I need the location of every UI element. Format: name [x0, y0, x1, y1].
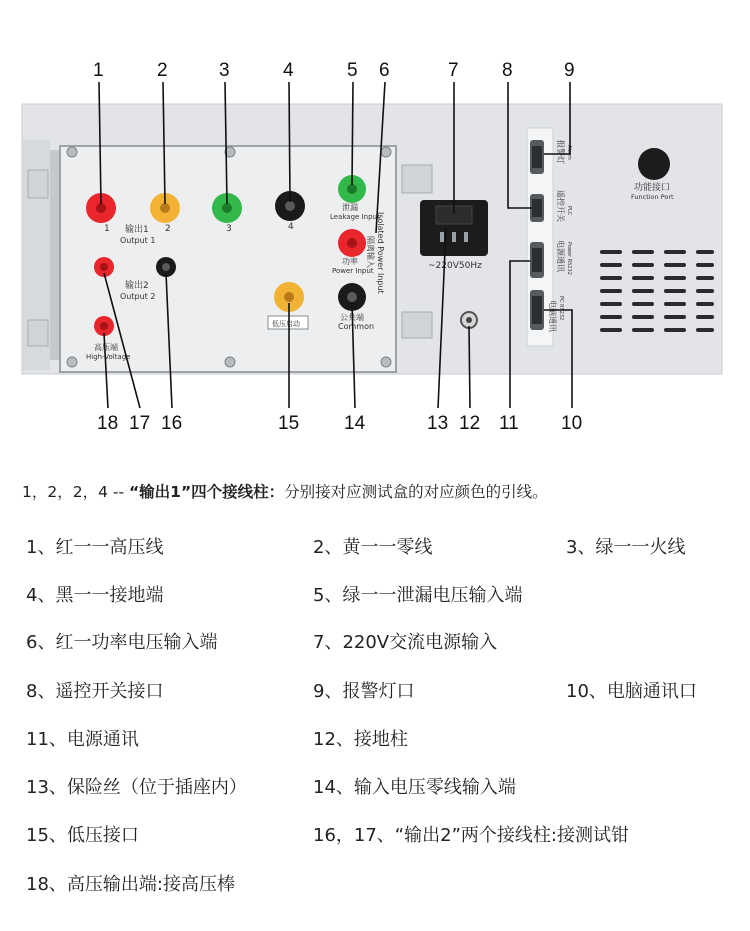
- ac-label: ~220V50Hz: [428, 261, 482, 271]
- legend-item: 12、接地柱: [313, 729, 408, 750]
- hv-label-en: High-Voltage: [86, 353, 131, 361]
- legend-item: 3、绿一一火线: [566, 537, 686, 558]
- function-port-icon[interactable]: [638, 148, 670, 180]
- summary-bold: “输出1”四个接线柱：: [129, 483, 285, 501]
- hv-label-cn: 高压端: [94, 343, 118, 352]
- legend-item: 1、红一一高压线: [26, 537, 164, 558]
- ground-post-icon[interactable]: [461, 312, 477, 328]
- post-1-label: 1: [104, 224, 110, 234]
- legend-item: 4、黑一一接地端: [26, 585, 164, 606]
- leakage-label-cn: 泄漏: [342, 203, 358, 212]
- callout-9: 9: [564, 60, 575, 81]
- output1-label-cn: 输出1: [125, 225, 149, 235]
- summary-suffix: 分别接对应测试盒的对应颜色的引线。: [284, 483, 548, 501]
- callout-10: 10: [561, 413, 583, 434]
- legend-item: 16，17、“输出2”两个接线柱:接测试钳: [313, 825, 629, 846]
- legend-item: 7、220V交流电源输入: [313, 632, 498, 653]
- red-power-post-6[interactable]: [338, 229, 366, 257]
- output1-label-en: Output 1: [120, 236, 156, 245]
- callout-6: 6: [379, 60, 390, 81]
- isolated-label-cn: 隔离输入: [366, 236, 375, 268]
- db9-connector-icon[interactable]: [530, 290, 544, 330]
- function-port-label-cn: 功能接口: [634, 183, 671, 193]
- isolated-label-en: Isolated Power Input: [376, 212, 385, 294]
- common-label-en: Common: [338, 322, 375, 331]
- callout-4: 4: [283, 60, 294, 81]
- plc-label-en: PLC: [566, 206, 572, 216]
- power-label-en: Power Input: [332, 267, 374, 275]
- pc-comm-label-cn: 电脑通讯: [548, 300, 557, 332]
- pc-comm-label-en: PC RS232: [558, 296, 564, 321]
- legend-item: 5、绿一一泄漏电压输入端: [313, 585, 523, 606]
- summary-line: [22, 480, 742, 502]
- callout-17: 17: [129, 413, 151, 434]
- power-label-cn: 功率: [342, 257, 358, 266]
- legend-item: 15、低压接口: [26, 825, 139, 846]
- legend-item: 6、红一功率电压输入端: [26, 632, 218, 653]
- callout-3: 3: [219, 60, 230, 81]
- callout-13: 13: [427, 413, 449, 434]
- legend-item: 18、高压输出端:接高压棒: [26, 874, 235, 895]
- alarm-label-en: Alarm: [566, 145, 572, 160]
- leakage-label-en: Leakage Input: [330, 213, 380, 221]
- callout-15: 15: [278, 413, 300, 434]
- db9-connector-icon[interactable]: [530, 140, 544, 174]
- callout-2: 2: [157, 60, 168, 81]
- output2-label-cn: 输出2: [125, 281, 149, 291]
- low-start-label: 低压启动: [272, 320, 300, 328]
- legend-item: 10、电脑通讯口: [566, 681, 697, 702]
- callout-12: 12: [459, 413, 481, 434]
- callout-11: 11: [499, 413, 519, 434]
- callout-14: 14: [344, 413, 366, 434]
- power-comm-label-en: Power RS232: [566, 242, 572, 275]
- db9-connector-icon[interactable]: [530, 242, 544, 278]
- common-label-cn: 公共端: [340, 313, 364, 322]
- plc-label-cn: 遥控开关: [556, 190, 565, 222]
- function-port-label-en: Function Port: [631, 193, 674, 201]
- legend-item: 9、报警灯口: [313, 681, 415, 702]
- callout-18: 18: [97, 413, 119, 434]
- rack-ear: [50, 150, 60, 360]
- power-comm-label-cn: 电源通讯: [556, 240, 565, 272]
- callout-5: 5: [347, 60, 358, 81]
- legend-item: 14、输入电压零线输入端: [313, 777, 516, 798]
- db9-connector-icon[interactable]: [530, 194, 544, 222]
- legend-item: 2、黄一一零线: [313, 537, 433, 558]
- legend-item: 8、遥控开关接口: [26, 681, 164, 702]
- post-3-label: 3: [226, 224, 232, 234]
- summary-prefix: 1，2，2，4 --: [22, 483, 129, 501]
- callout-16: 16: [161, 413, 183, 434]
- legend-item: 11、电源通讯: [26, 729, 139, 750]
- post-2-label: 2: [165, 224, 171, 234]
- output2-label-en: Output 2: [120, 292, 156, 301]
- callout-8: 8: [502, 60, 513, 81]
- post-4-label: 4: [288, 222, 294, 232]
- callout-7: 7: [448, 60, 459, 81]
- legend-item: 13、保险丝（位于插座内）: [26, 777, 247, 798]
- callout-1: 1: [93, 60, 104, 81]
- alarm-label-cn: 报警灯: [556, 140, 565, 164]
- device-panel-figure: [0, 0, 750, 450]
